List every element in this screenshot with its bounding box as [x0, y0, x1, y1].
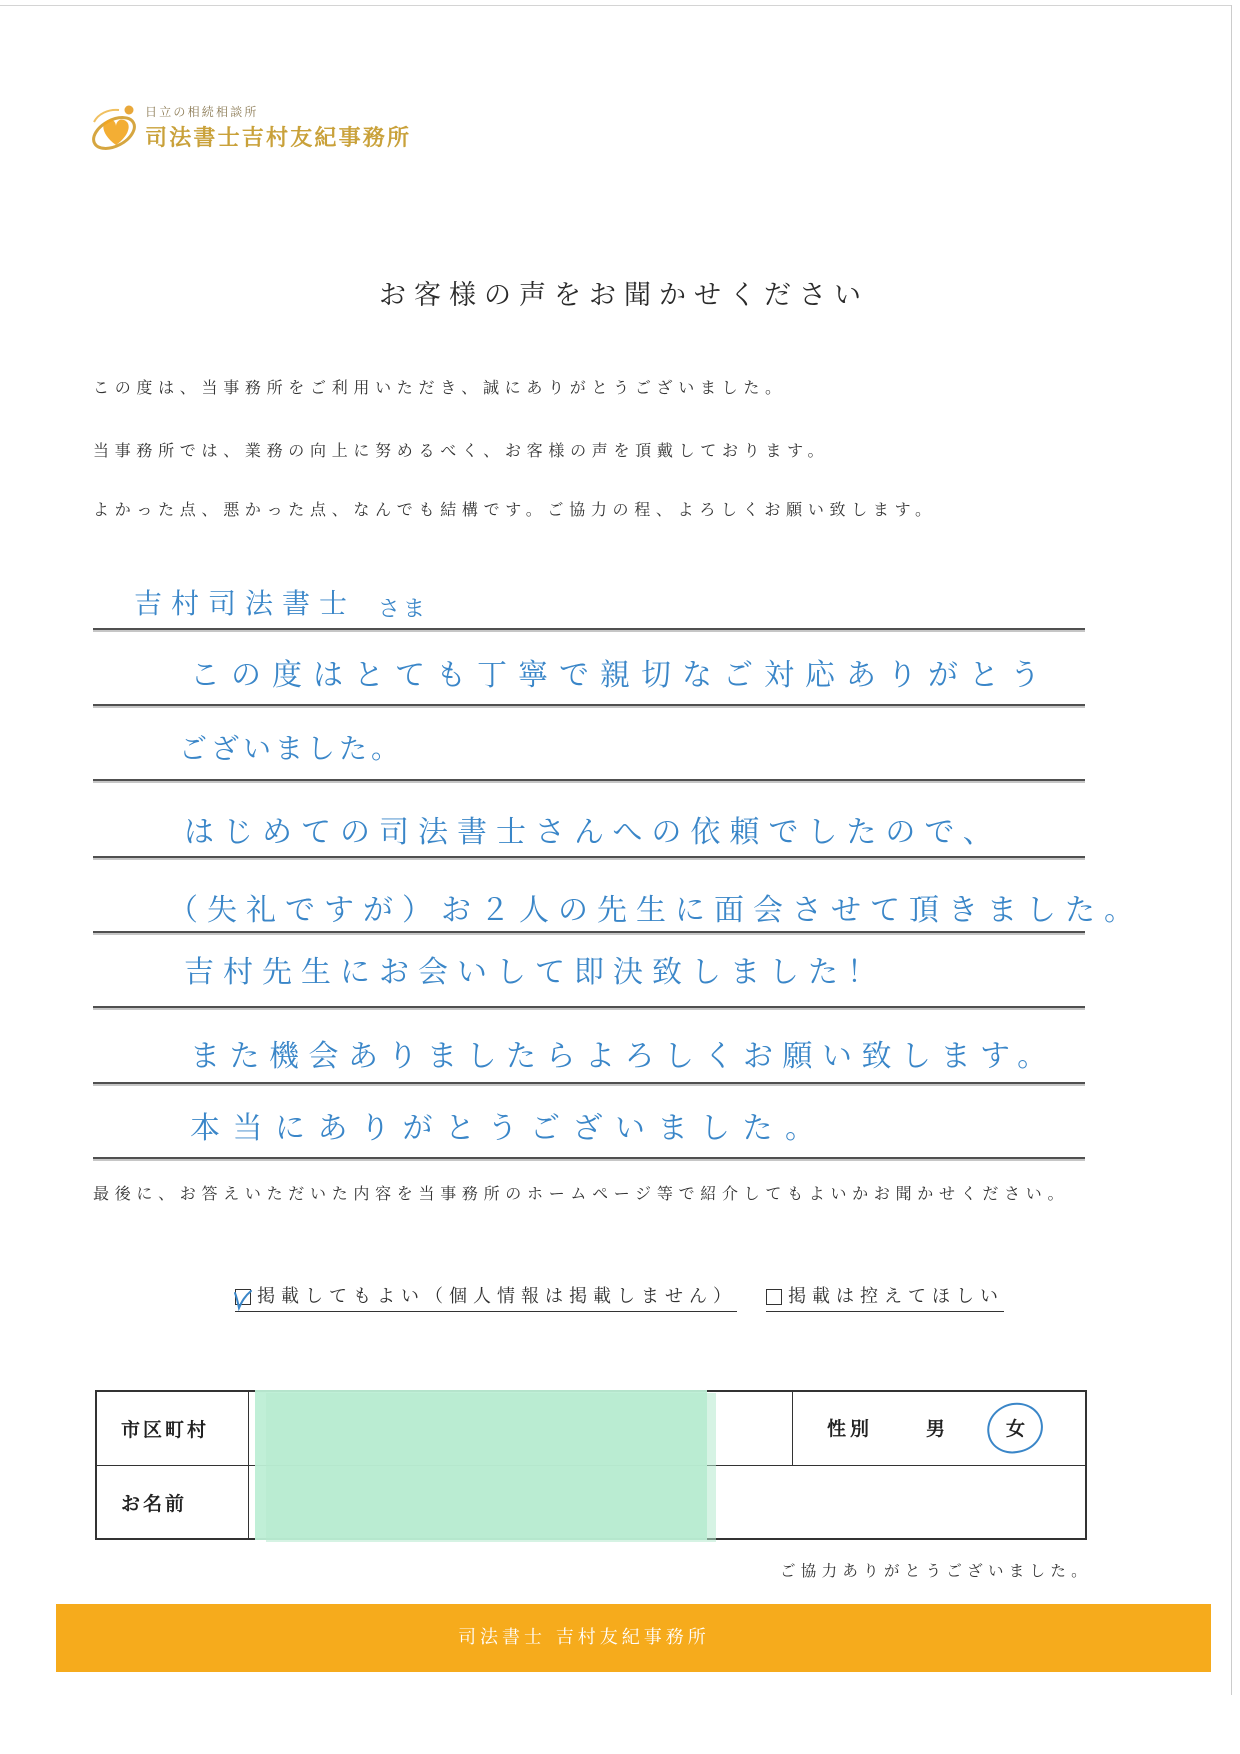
consent-option-label: 掲載は控えてほしい: [788, 1286, 1004, 1307]
name-label: お名前: [121, 1492, 188, 1515]
city-label-cell: [97, 1392, 248, 1465]
handwritten-line: 本当にありがとうございました。: [190, 1111, 828, 1146]
check-mark-icon: [232, 1284, 254, 1310]
intro-line: よかった点、悪かった点、なんでも結構です。ご協力の程、よろしくお願い致します。: [93, 500, 937, 519]
feedback-answer-area: [93, 580, 1143, 1160]
handwritten-line: この度はとても丁寧で親切なご対応ありがとう: [190, 658, 1051, 693]
selection-circle: [983, 1399, 1047, 1458]
consent-option-label: 掲載してもよい（個人情報は掲載しません）: [257, 1286, 737, 1307]
footer-office-name: 司法書士 吉村友紀事務所: [458, 1627, 710, 1648]
redaction-overlay: [266, 1393, 716, 1542]
office-logo: [88, 101, 428, 159]
ruled-line: [93, 931, 1085, 933]
consent-question: 最後に、お答えいただいた内容を当事務所のホームページ等で紹介してもよいかお聞かせください。: [93, 1184, 1070, 1203]
checkbox-decline-publication[interactable]: [766, 1289, 782, 1305]
gender-cell: [794, 1392, 1085, 1465]
closing-message: ご協力ありがとうございました。: [779, 1562, 1092, 1580]
ruled-line: [93, 1082, 1085, 1084]
scan-edge-right: [1231, 5, 1232, 1695]
gender-option-label: 男: [926, 1418, 946, 1440]
page-title: お客様の声をお聞かせください: [379, 280, 869, 311]
name-label-cell: [97, 1466, 248, 1538]
ruled-line: [93, 704, 1085, 706]
city-label: 市区町村: [121, 1419, 210, 1441]
intro-line: 当事務所では、業務の向上に努めるべく、お客様の声を頂戴しております。: [93, 441, 830, 460]
logo-tagline: 日立の相続相談所: [145, 105, 259, 119]
ruled-line: [93, 779, 1085, 781]
footer-bar: [56, 1604, 1211, 1672]
scan-edge-top: [0, 5, 1231, 6]
handwritten-line: （失礼ですが）お２人の先生に面会させて頂きました。: [168, 893, 1143, 928]
ruled-line: [93, 1006, 1085, 1008]
logo-office-name: 司法書士吉村友紀事務所: [145, 125, 412, 151]
ruled-line: [93, 628, 1085, 630]
intro-line: この度は、当事務所をご利用いただき、誠にありがとうございました。: [93, 378, 787, 397]
gender-option-label: 女: [1006, 1418, 1026, 1440]
intro-text: [93, 378, 1093, 528]
consent-option-decline[interactable]: [766, 1283, 1004, 1312]
handwritten-line: また機会ありましたらよろしくお願い致します。: [190, 1039, 1057, 1074]
handwritten-salutation: 吉村司法書士: [134, 587, 357, 620]
handwritten-line: 吉村先生にお会いして即決致しました！: [184, 955, 886, 990]
gender-option-female[interactable]: [1006, 1416, 1026, 1442]
gender-label: 性別: [827, 1418, 874, 1440]
ruled-line: [93, 1157, 1085, 1159]
consent-option-allow[interactable]: [235, 1283, 737, 1312]
ruled-line: [93, 856, 1085, 858]
handwritten-salutation-suffix: さま: [378, 597, 429, 622]
table-divider: [792, 1392, 793, 1465]
handwritten-line: はじめての司法書士さんへの依頼でしたので、: [184, 815, 1002, 850]
logo-emblem-icon: [88, 101, 144, 155]
gender-option-male[interactable]: [926, 1416, 946, 1442]
checkbox-allow-publication[interactable]: [235, 1289, 251, 1305]
handwritten-line: ございました。: [179, 732, 404, 765]
